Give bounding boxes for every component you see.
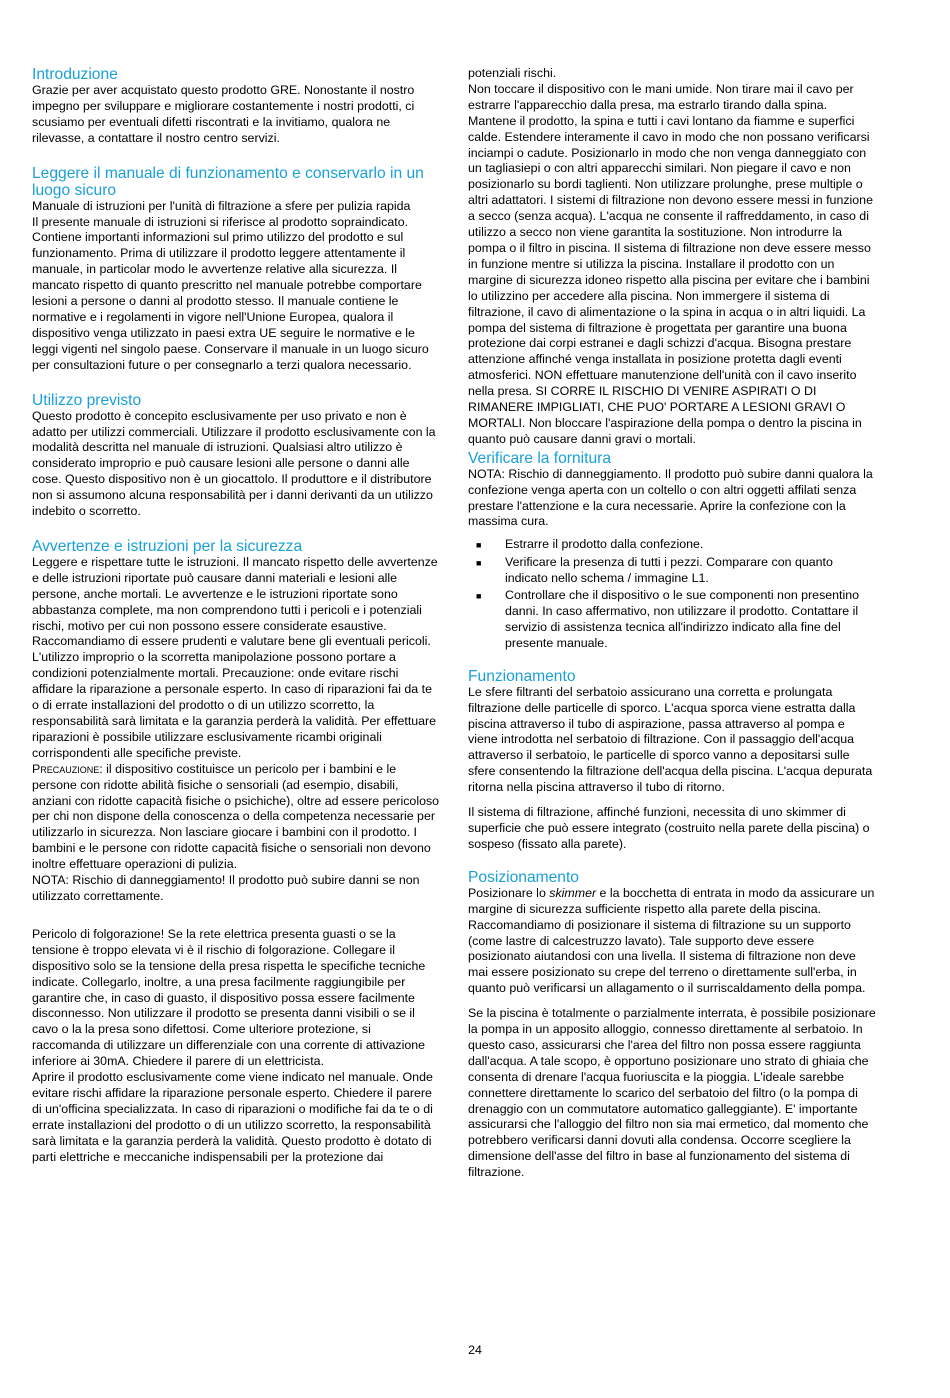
bullet-icon: ■ [476,540,482,551]
damage-note: NOTA: Rischio di danneggiamento! Il prodotto può subire danni se non utilizzato correttamente. [32,873,420,903]
intended-use-heading: Utilizzo previsto [32,391,142,409]
page-number: 24 [468,1343,482,1357]
intended-use-paragraph: Questo prodotto è concepito esclusivamente per uso privato e non è adatto per utilizzi commerciali. Utilizzare il prodotto esclusivamente con la modalità descritta nel manuale di istruzioni. Qualsiasi altro utilizzo è considerato improprio e può causare lesioni alle persone o danni alle cose. Questo dispositivo non è un giocattolo. Il produttore e il distributore non si assumono alcuna responsabilità per i danni derivanti da un utilizzo indebito o scorretto. [32,408,436,519]
positioning-paragraph-1: Posizionare lo skimmer e la bocchetta di entrata in modo da assicurare un margine di sicurezza sufficiente rispetto alla parete della piscina. Raccomandiamo di posizionare il sistema di filtrazione su un supporto (come lastre di calcestruzzo lavato). Tale supporto deve essere posizionato aiutandosi con una livella. Il sistema di filtrazione non deve mai essere posizionato su crepe del terreno o direttamente sull'erba, in quanto può verificarsi un allagamento o il surriscaldamento della pompa. [468,885,875,996]
repair-paragraph: Aprire il prodotto esclusivamente come viene indicato nel manuale. Onde evitare rischi affidare la riparazione personale esperto. Chiedere il parere di un'officina specializzata. In caso di riparazioni o modifiche fai da te o di errate installazioni del prodotto o di un utilizzo scorretto, la responsabilità sarà limitata e la garanzia perderà la validità. Questo prodotto è dotato di parti elettriche e meccaniche indispensabili per la protezione dai [32,1070,433,1164]
supply-checklist [468,537,877,651]
bullet-icon: ■ [476,557,482,568]
operation-paragraph-1: Le sfere filtranti del serbatoio assicurano una corretta e prolungata filtrazione delle particelle di sporco. L'acqua sporca viene estratta dalla piscina attraverso il tubo di aspirazione, passa attraverso al pompa e viene introdotta nel serbatoio di filtrazione. Con il passaggio dell'acqua attraverso il serbatoio, le particelle di sporco vanno a depositarsi sulle sfere consentendo la filtrazione dell'acqua della piscina. L'acqua depurata ritorna nella piscina attraverso il tubo di ritorno. [468,684,873,795]
electric-shock-paragraph: Pericolo di folgorazione! Se la rete elettrica presenta guasti o se la tensione è troppo elevata vi è il rischio di folgorazione. Collegare il dispositivo solo se la tensione della presa rispetta le specifiche tecniche indicate. Collegarlo, inoltre, a una presa facilmente raggiungibile per garantire che, in caso di guasto, il dispositivo possa essere facilmente disconnesso. Non utilizzare il prodotto se presenta danni visibili o se il cavo o la la presa sono difettosi. Come ulteriore protezione, si raccomanda di utilizzare un differenziale con una corrente di attivazione inferiore ai 30mA. Chiedere il parere di un elettricista. [32,926,426,1069]
list-item: ■ Estrarre il prodotto dalla confezione. [468,537,877,553]
safety-paragraph: Leggere e rispettare tutte le istruzioni. Il mancato rispetto delle avvertenze e delle istruzioni riportate può causare danni materiali e lesioni alle persone, anche mortali. Le avvertenze e le istruzioni riportate sono abbastanza complete, ma non comprendono tutti i pericoli e i potenziali rischi, motivo per cui non possono essere considerate esaustive. Raccomandiamo di essere prudenti e valutare bene gli eventuali pericoli. L'utilizzo improprio o la scorretta manipolazione possono portare a condizioni potenzialmente mortali. Precauzione: onde evitare rischi affidare la riparazione a personale esperto. In caso di riparazioni fai da te o di errate installazioni del prodotto o di un utilizzo scorretto, la responsabilità sarà limitata e la garanzia perderà la validità. Per effettuare riparazioni è possibile utilizzare esclusivamente ricambi originali corrispondenti alle specifiche previste. [32,554,438,760]
precaution-label: Precauzione [32,761,100,776]
list-item: ■ Verificare la presenza di tutti i pezzi. Comparare con quanto indicato nello schema / immagine L1. [476,554,833,585]
intro-heading: Introduzione [32,66,118,83]
precaution-text: : il dispositivo costituisce un pericolo per i bambini e le persone con ridotte abilità fisiche o sensoriali (ad esempio, disabili, anziani con ridotte capacità fisiche o psichiche), oltre ad essere pericoloso per chi non dispone della conoscenza o della competenza necessarie per utilizzarlo in sicurezza. Non lasciare giocare i bambini con il prodotto. I bambini e le persone con ridotte capacità fisiche o sensoriali non devono inoltre effettuare operazioni di pulizia. [32,761,440,872]
manual-subtitle: Manuale di istruzioni per l'unità di filtrazione a sfere per pulizia rapida [32,198,411,213]
safety-heading: Avvertenze e istruzioni per la sicurezza [32,537,303,555]
manual-paragraph: Il presente manuale di istruzioni si riferisce al prodotto sopraindicato. Contiene importanti informazioni sul primo utilizzo del prodotto e sul funzionamento. Prima di utilizzare il prodotto leggere attentamente il manuale, in particolar modo le avvertenze relative alla sicurezza. Il mancato rispetto di quanto prescritto nel manuale potrebbe comportare lesioni a persone o danni al prodotto stesso. Il manuale contiene le normative e i regolamenti in vigore nell'Unione Europea, qualora il dispositivo venga utilizzato in paesi extra UE seguire le normative e le leggi vigenti nel singolo paese. Conservare il manuale in un luogo sicuro per consultazioni future o per consegnarlo a terzi qualora necessario. [32,214,429,372]
positioning-heading: Posizionamento [468,868,579,886]
continued-text: potenziali rischi. [468,66,557,80]
positioning-paragraph-2: Se la piscina è totalmente o parzialmente interrata, è possibile posizionare la pompa in un apposito alloggio, connesso direttamente al serbatoio. In questo caso, assicurarsi che l'area del filtro non possa essere raggiunta dall'acqua. A tale scopo, è opportuno posizionare uno strato di ghiaia che consenta di drenare l'acqua fuoriuscita e la pioggia. L'ideale sarebbe connettere direttamente lo scarico del serbatoio del filtro (o la pompa di drenaggio con un commutatore automatico galleggiante). E' importante assicurarsi che l'alloggio del filtro non sia mai ermetico, dal momento che potrebbero verificarsi danni dovuti alla condensa. Occorre scegliere la dimensione dell'asse del filtro in base al funzionamento del sistema di filtrazione. [468,1006,876,1180]
left-column [32,66,441,1165]
supply-paragraph: NOTA: Rischio di danneggiamento. Il prodotto può subire danni qualora la confezione venga aperta con un coltello o con altri oggetti affilati senza prestare l'attenzione e la cura necessarie. Aprire la confezione con la massima cura. [468,466,873,529]
right-column [468,66,877,1181]
operation-paragraph-2: Il sistema di filtrazione, affinché funzioni, necessita di uno skimmer di superficie che può essere integrato (costruito nella parete della piscina) o sospeso (fissato alla parete). [468,805,870,851]
cable-safety-paragraph: Non toccare il dispositivo con le mani umide. Non tirare mai il cavo per estrarre l'apparecchio dalla presa, ma estrarlo tirando dalla spina. Mantene il prodotto, la spina e tutti i cavi lontano da fiamme e superfici calde. Estendere interamente il cavo in modo che non possano verificarsi inciampi o cadute. Posizionarlo in modo che non venga danneggiato con un tagliasiepi o con altri apparecchi similari. Non piegare il cavo e non posizionarlo su bordi taglienti. Non utilizzare prolunghe, prese multiple o altri adattatori. I sistemi di filtrazione non devono essere messi in funzione a secco (senza acqua). L'acqua ne consente il raffreddamento, in caso di utilizzo a secco non viene garantita la sostituzione. Non introdurre la pompa o il filtro in piscina. Il sistema di filtrazione non deve essere messo in funzione mentre si utilizza la piscina. Installare il prodotto con un margine di sicurezza idoneo rispetto alla piscina per evitare che i bambini lo utilizzino per accedere alla piscina. Non immergere il sistema di filtrazione, il cavo di alimentazione o la spina in acqua o in altri liquidi. La pompa del sistema di filtrazione è progettata per garantire una buona protezione dai corpi estranei e dagli schizzi d'acqua. Bisogna prestare attenzione affinché venga installata in posizione protetta dagli eventi atmosferici. NON effettuare manutenzione dell'unità con il cavo inserito nella presa. SI CORRE IL RISCHIO DI VENIRE ASPIRATI O DI RIMANERE IMPIGLIATI, CHE PUO' PORTARE A LESIONI GRAVI O MORTALI. Non bloccare l'aspirazione della pompa o dentro la piscina in quanto può causare danni gravi o mortali. [468,81,873,446]
intro-paragraph: Grazie per aver acquistato questo prodotto GRE. Nonostante il nostro impegno per sviluppare e migliorare costantemente i nostri prodotti, ci scusiamo per eventuali difetti riscontrati e la invitiamo, qualora ne rilevasse, a contattare il nostro centro servizi. [32,83,415,145]
skimmer-term: skimmer [549,885,597,900]
supply-heading: Verificare la fornitura [468,449,612,467]
operation-heading: Funzionamento [468,667,576,685]
bullet-icon: ■ [476,591,482,602]
manual-heading: Leggere il manuale di funzionamento e conservarlo in un luogo sicuro [32,164,424,199]
list-item: ■ Controllare che il dispositivo o le sue componenti non presentino danni. In caso affermativo, non utilizzare il prodotto. Contattare il servizio di assistenza tecnica all'indirizzo indicato alla fine del presente manuale. [476,588,860,650]
precaution-paragraph [32,762,441,873]
